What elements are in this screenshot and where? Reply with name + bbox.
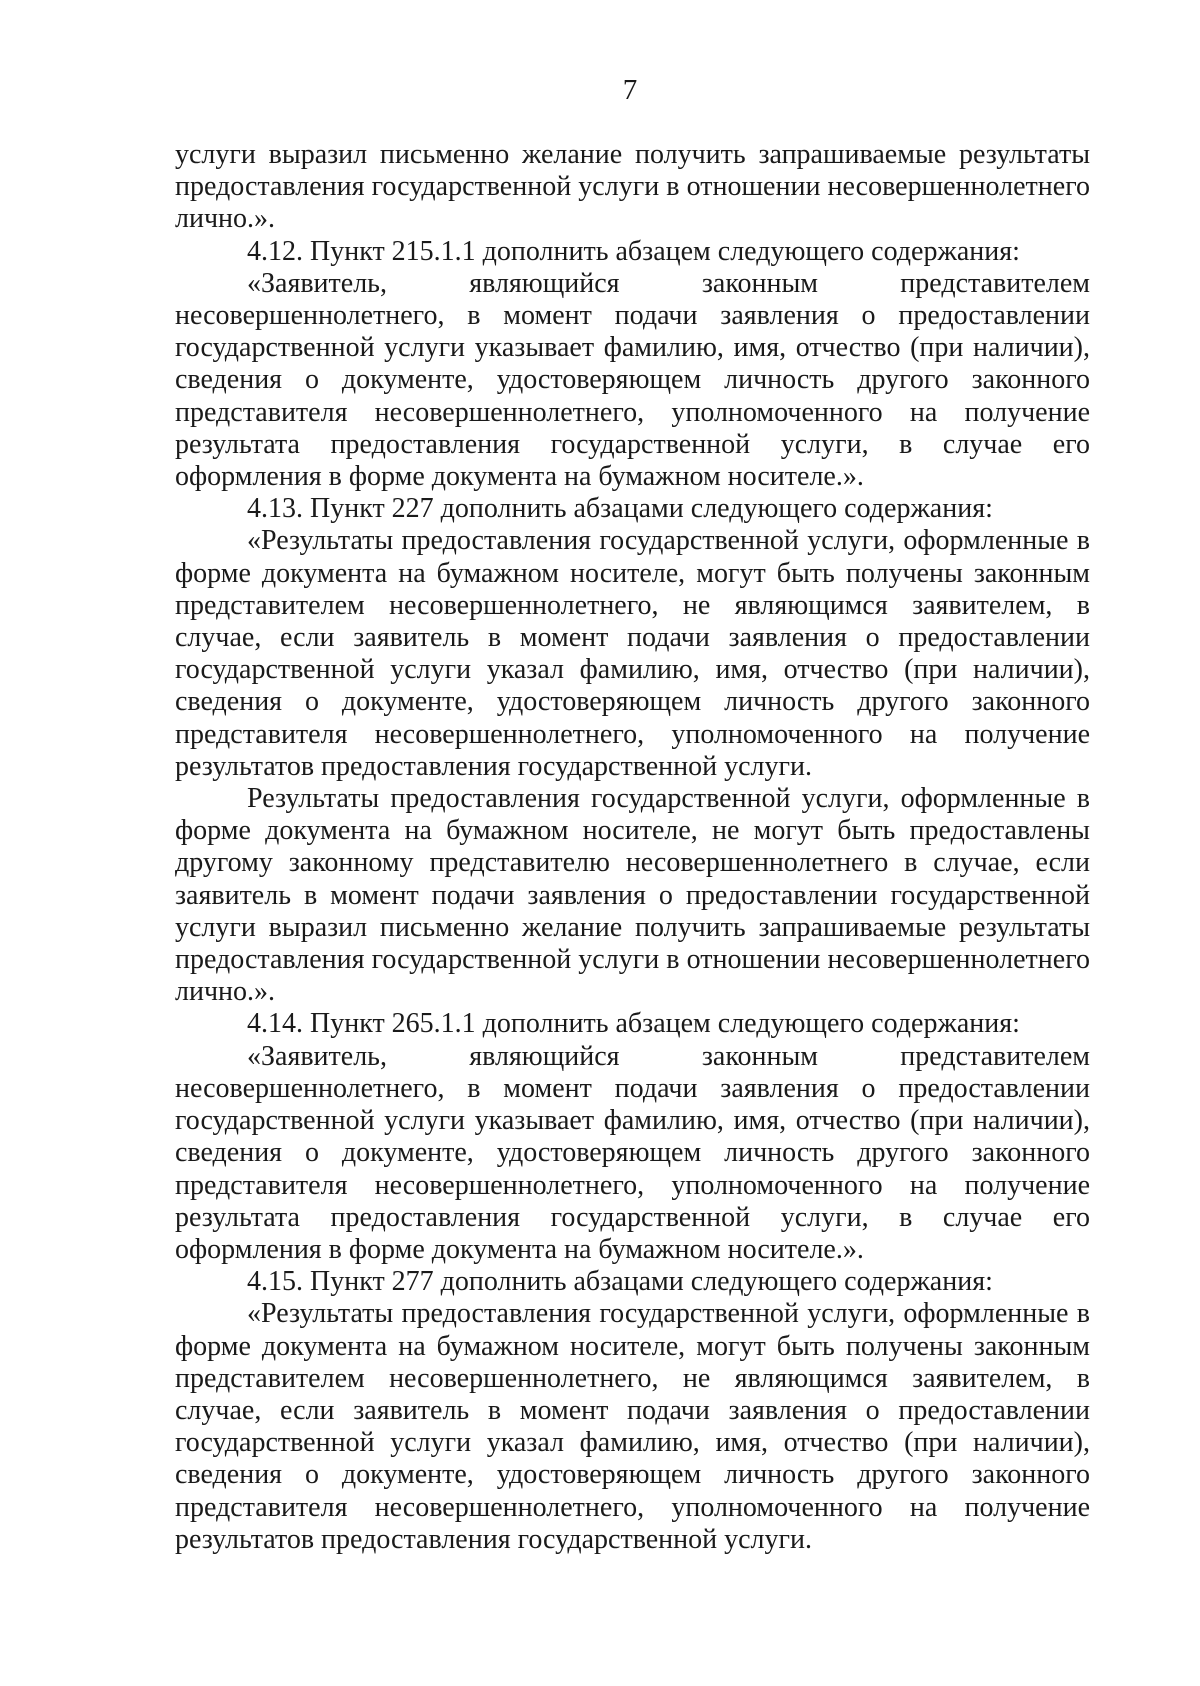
paragraph-item-4-15-text: «Результаты предоставления государственной услуги, оформленные в форме документа на бумажном носителе, могут быть получены законным представителем несовершеннолетнего, не являющимся заявителем, в случае, если заявитель в момент подачи заявления о предоставлении государственной услуги указал фамилию, имя, отчество (при наличии), сведения о документе, удостоверяющем личность другого законного представителя несовершеннолетнего, уполномоченного на получение результатов предоставления государственной услуги. — [175, 1298, 1090, 1555]
paragraph-item-4-14-heading: 4.14. Пункт 265.1.1 дополнить абзацем следующего содержания: — [247, 1008, 1020, 1040]
paragraph-item-4-13-heading: 4.13. Пункт 227 дополнить абзацами следующего содержания: — [247, 493, 993, 525]
paragraph-continuation: услуги выразил письменно желание получить запрашиваемые результаты предоставления государственной услуги в отношении несовершеннолетнего лично.». — [175, 139, 1090, 235]
paragraph-item-4-13-text-1: «Результаты предоставления государственной услуги, оформленные в форме документа на бумажном носителе, могут быть получены законным представителем несовершеннолетнего, не являющимся заявителем, в случае, если заявитель в момент подачи заявления о предоставлении государственной услуги указал фамилию, имя, отчество (при наличии), сведения о документе, удостоверяющем личность другого законного представителя несовершеннолетнего, уполномоченного на получение результатов предоставления государственной услуги. — [175, 525, 1090, 782]
paragraph-item-4-13-text-2: Результаты предоставления государственной услуги, оформленные в форме документа на бумажном носителе, не могут быть предоставлены другому законному представителю несовершеннолетнего в случае, если заявитель в момент подачи заявления о предоставлении государственной услуги выразил письменно желание получить запрашиваемые результаты предоставления государственной услуги в отношении несовершеннолетнего лично.». — [175, 783, 1090, 1008]
paragraph-item-4-15-heading: 4.15. Пункт 277 дополнить абзацами следующего содержания: — [247, 1266, 993, 1298]
paragraph-item-4-12-heading: 4.12. Пункт 215.1.1 дополнить абзацем следующего содержания: — [247, 235, 1020, 267]
document-body — [175, 139, 1090, 1556]
paragraph-item-4-12-text: «Заявитель, являющийся законным представителем несовершеннолетнего, в момент подачи заявления о предоставлении государственной услуги указывает фамилию, имя, отчество (при наличии), сведения о документе, удостоверяющем личность другого законного представителя несовершеннолетнего, уполномоченного на получение результата предоставления государственной услуги, в случае его оформления в форме документа на бумажном носителе.». — [175, 267, 1090, 493]
paragraph-item-4-14-text: «Заявитель, являющийся законным представителем несовершеннолетнего, в момент подачи заявления о предоставлении государственной услуги указывает фамилию, имя, отчество (при наличии), сведения о документе, удостоверяющем личность другого законного представителя несовершеннолетнего, уполномоченного на получение результата предоставления государственной услуги, в случае его оформления в форме документа на бумажном носителе.». — [175, 1040, 1090, 1265]
page-number: 7 — [622, 74, 638, 106]
